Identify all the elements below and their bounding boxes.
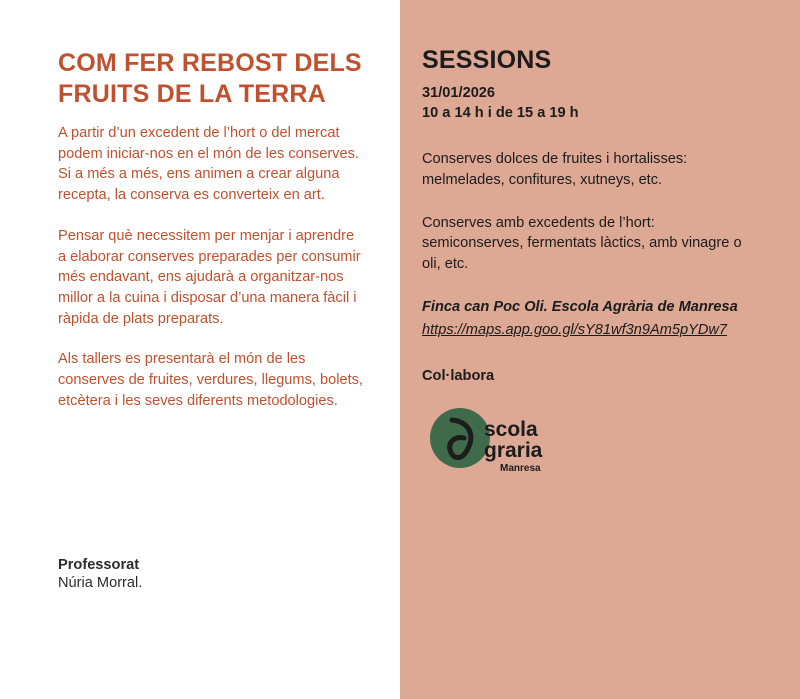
professorat-label: Professorat	[58, 557, 140, 573]
svg-text:Manresa: Manresa	[500, 463, 541, 475]
professorat-block	[58, 557, 142, 591]
map-link[interactable]: https://maps.app.goo.gl/sY81wf3n9Am5pYDw7	[422, 321, 728, 338]
right-panel	[400, 0, 800, 699]
left-paragraph-3: Als tallers es presentarà el món de les conserves de fruites, verdures, llegums, bolets, etcètera i les seves diferents metodologies.	[58, 351, 363, 409]
page-title: COM FER REBOST DELS FRUITS DE LA TERRA	[58, 49, 362, 108]
professorat-name: Núria Morral.	[58, 575, 143, 591]
sessions-title: SESSIONS	[422, 46, 552, 74]
session-hours: 10 a 14 h i de 15 a 19 h	[422, 105, 579, 122]
svg-text:scola: scola	[484, 418, 538, 442]
session-date: 31/01/2026	[422, 85, 496, 101]
collabora-label: Col·labora	[422, 368, 495, 385]
left-paragraph-2: Pensar què necessitem per menjar i aprendre a elaborar conserves preparades per consumir més endavant, ens ajudarà a organitzar-nos millor a la cuina i disposar d’una manera fàcil i ràpida de plats preparats.	[58, 227, 361, 327]
svg-text:graria: graria	[484, 439, 543, 463]
venue-text: Finca can Poc Oli. Escola Agrària de Manresa	[422, 298, 738, 315]
right-paragraph-1: Conserves dolces de fruites i hortalisses: melmelades, confitures, xutneys, etc.	[422, 151, 688, 188]
left-paragraph-1: A partir d’un excedent de l’hort o del mercat podem iniciar-nos en el món de les conserves. Si a més a més, ens animen a crear alguna recepta, la conserva es converteix en art.	[58, 125, 359, 204]
right-paragraph-2: Conserves amb excedents de l’hort: semiconserves, fermentats làctics, amb vinagre o oli, etc.	[422, 214, 742, 273]
escola-agraria-logo	[422, 406, 562, 484]
